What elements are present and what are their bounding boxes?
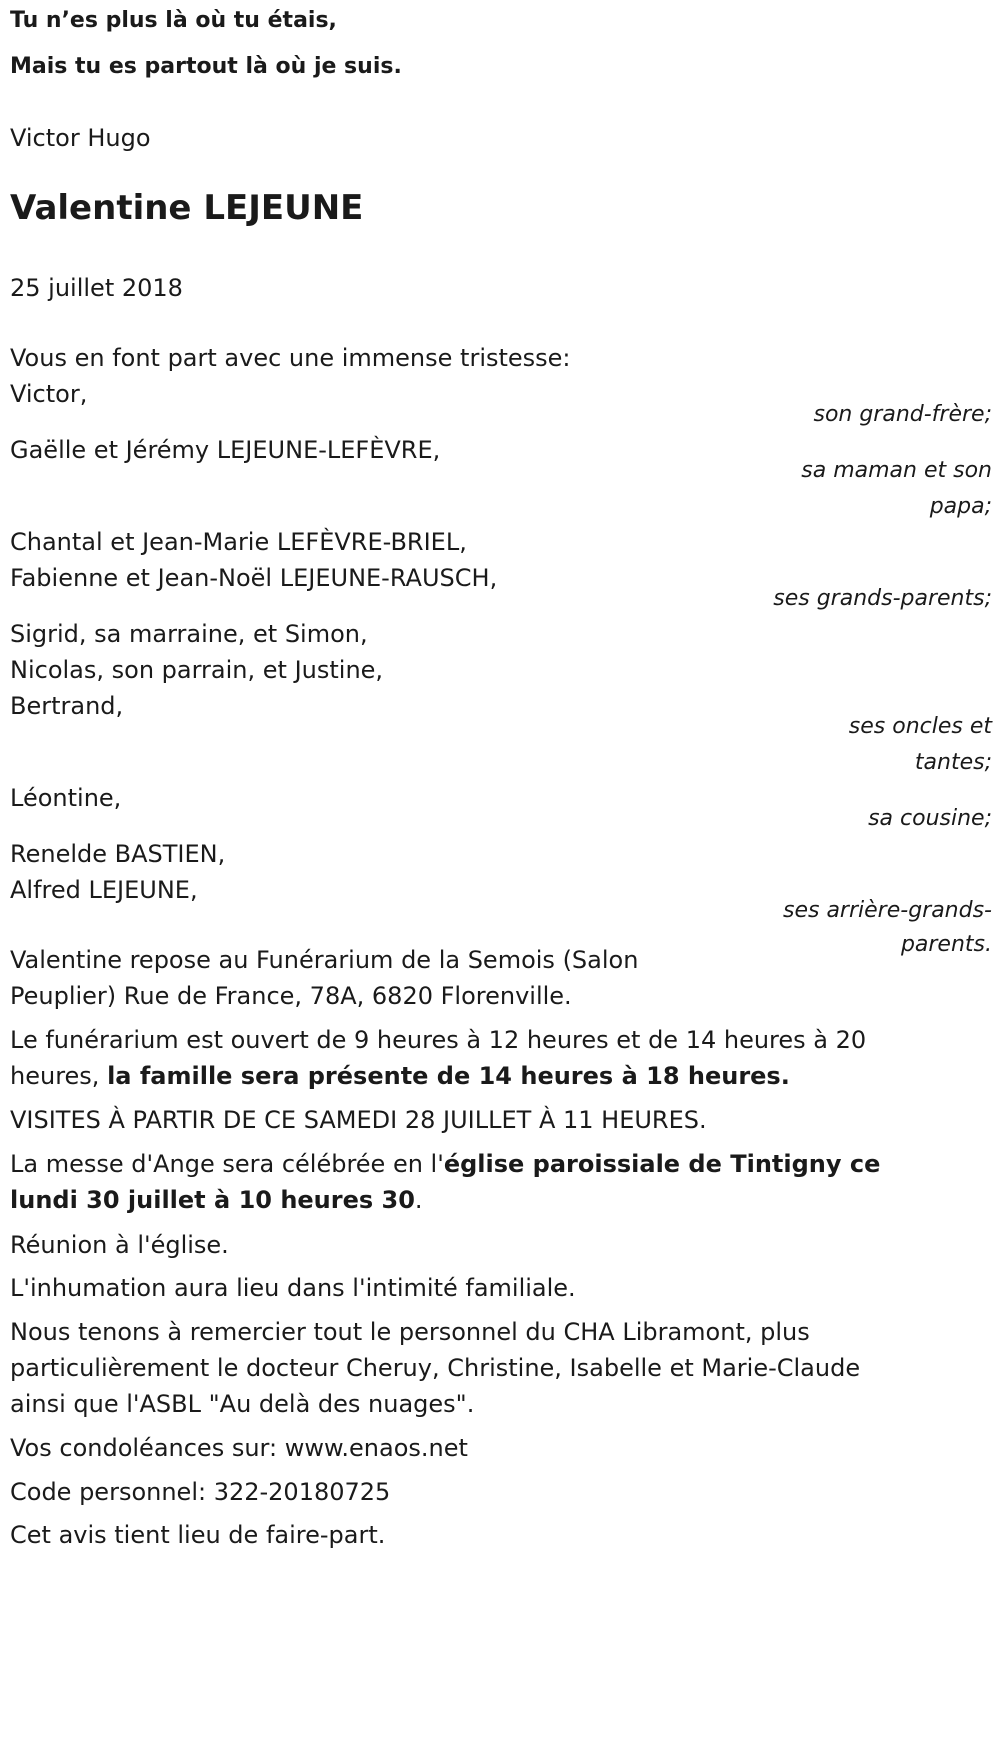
family-role: papa; (929, 494, 992, 519)
condolences-text: Vos condoléances sur: www.enaos.net (10, 1434, 468, 1462)
quote-line-1: Tu n’es plus là où tu étais, (10, 8, 337, 33)
family-role: tantes; (914, 750, 992, 775)
mass-text (10, 1186, 423, 1214)
personal-code: Code personnel: 322-20180725 (10, 1478, 391, 1506)
family-presence: la famille sera présente de 14 heures à 18 heures. (107, 1062, 790, 1090)
family-role: ses arrière-grands- (783, 898, 992, 923)
family-role: sa maman et son (801, 458, 992, 483)
family-role: sa cousine; (868, 806, 992, 831)
hours-text: Le funérarium est ouvert de 9 heures à 12 heures et de 14 heures à 20 (10, 1026, 867, 1054)
repose-text: Valentine repose au Funérarium de la Semois (Salon (10, 946, 639, 974)
quote-line-2: Mais tu es partout là où je suis. (10, 54, 402, 79)
family-role: ses grands-parents; (773, 586, 992, 611)
family-name: Chantal et Jean-Marie LEFÈVRE-BRIEL, (10, 528, 467, 556)
burial-text: L'inhumation aura lieu dans l'intimité familiale. (10, 1274, 576, 1302)
family-name: Victor, (10, 380, 88, 408)
thanks-text: particulièrement le docteur Cheruy, Christine, Isabelle et Marie-Claude (10, 1354, 861, 1382)
intro-text: Vous en font part avec une immense tristesse: (10, 344, 571, 372)
family-role: son grand-frère; (813, 402, 992, 427)
family-name: Gaëlle et Jérémy LEJEUNE-LEFÈVRE, (10, 436, 441, 464)
closing-text: Cet avis tient lieu de faire-part. (10, 1521, 386, 1549)
thanks-text: Nous tenons à remercier tout le personnel du CHA Libramont, plus (10, 1318, 810, 1346)
deceased-name: Valentine LEJEUNE (10, 188, 364, 228)
mass-location: église paroissiale de Tintigny ce (443, 1150, 881, 1178)
mass-text-start: La messe d'Ange sera célébrée en l' (10, 1150, 444, 1178)
family-name: Alfred LEJEUNE, (10, 876, 198, 904)
family-role: ses oncles et (848, 714, 992, 739)
visits-text: VISITES À PARTIR DE CE SAMEDI 28 JUILLET À 11 HEURES. (10, 1106, 707, 1134)
date: 25 juillet 2018 (10, 274, 183, 302)
mass-text-end: . (414, 1186, 423, 1214)
quote-author: Victor Hugo (10, 124, 151, 152)
family-name: Sigrid, sa marraine, et Simon, (10, 620, 368, 648)
family-name: Bertrand, (10, 692, 124, 720)
family-name: Nicolas, son parrain, et Justine, (10, 656, 384, 684)
reunion-text: Réunion à l'église. (10, 1231, 229, 1259)
family-name: Fabienne et Jean-Noël LEJEUNE-RAUSCH, (10, 564, 498, 592)
thanks-text: ainsi que l'ASBL "Au delà des nuages". (10, 1390, 475, 1418)
repose-text: Peuplier) Rue de France, 78A, 6820 Florenville. (10, 982, 572, 1010)
mass-text (10, 1150, 880, 1178)
hours-text-start: heures, (10, 1062, 108, 1090)
family-name: Renelde BASTIEN, (10, 840, 226, 868)
mass-date: lundi 30 juillet à 10 heures 30 (10, 1186, 415, 1214)
hours-text (10, 1062, 790, 1090)
family-name: Léontine, (10, 784, 122, 812)
family-role: parents. (900, 932, 992, 957)
